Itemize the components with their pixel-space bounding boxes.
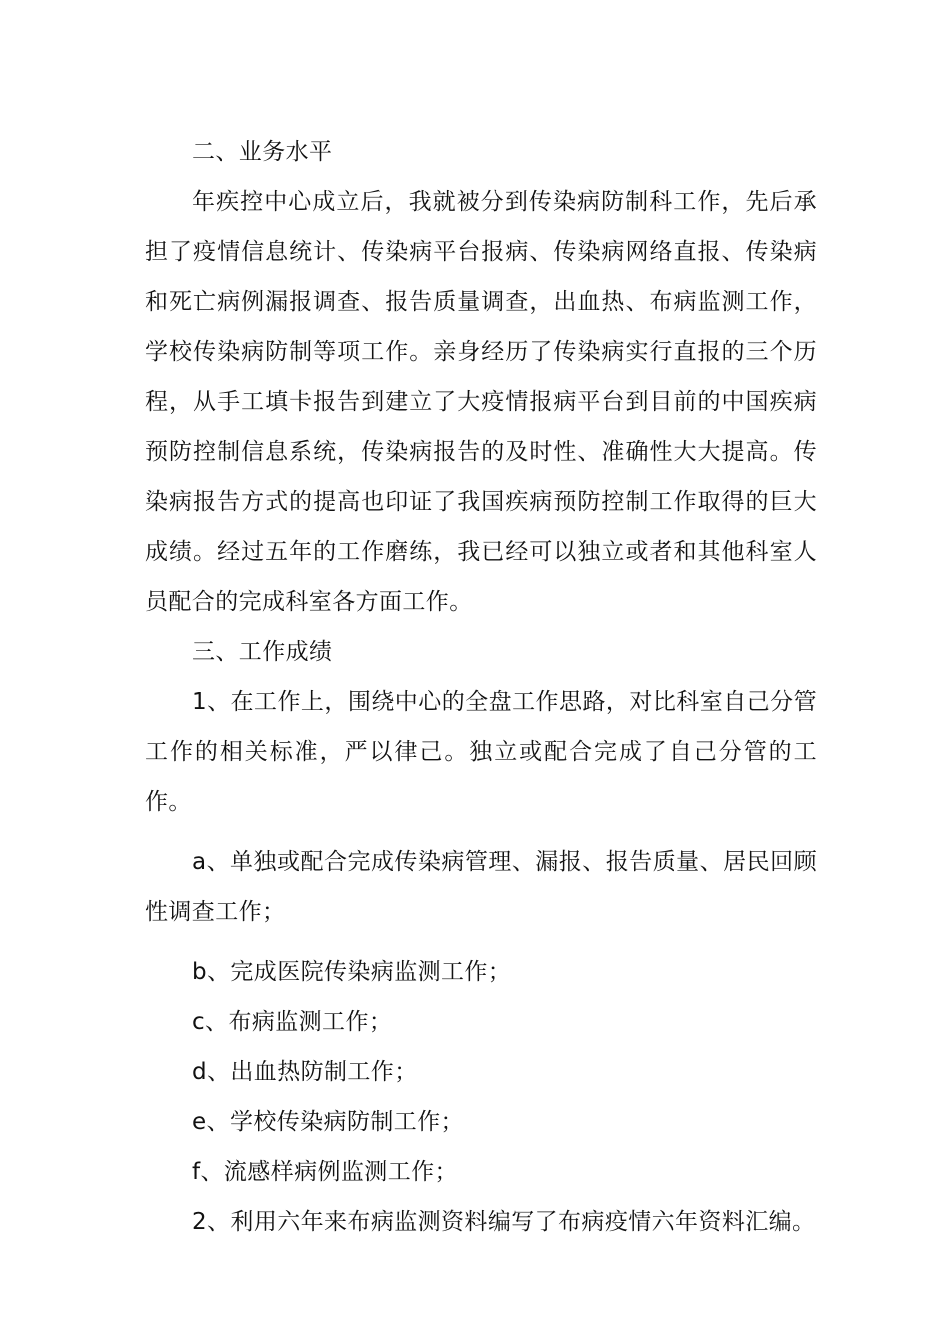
paragraph-business-level: 年疾控中心成立后，我就被分到传染病防制科工作，先后承担了疫情信息统计、传染病平台报病、传染病网络直报、传染病和死亡病例漏报调查、报告质量调查，出血热、布病监测工作，学校传染病防制等项工作。亲身经历了传染病实行直报的三个历程，从手工填卡报告到建立了大疫情报病平台到目前的中国疾病预防控制信息系统，传染病报告的及时性、准确性大大提高。传染病报告方式的提高也印证了我国疾病预防控制工作取得的巨大成绩。经过五年的工作磨练，我已经可以独立或者和其他科室人员配合的完成科室各方面工作。 [145, 189, 817, 615]
section-heading-work-achievements: 三、工作成绩 [192, 639, 333, 665]
section-heading-business-level: 二、业务水平 [192, 139, 333, 165]
list-item-c: c、布病监测工作； [192, 1009, 393, 1035]
document-body [145, 127, 817, 1247]
paragraph-achievement-2: 2、利用六年来布病监测资料编写了布病疫情六年资料汇编。 [192, 1209, 816, 1235]
list-item-e: e、学校传染病防制工作； [192, 1109, 464, 1135]
list-item-a: a、单独或配合完成传染病管理、漏报、报告质量、居民回顾性调查工作； [145, 849, 817, 925]
list-item-f: f、流感样病例监测工作； [192, 1159, 458, 1185]
paragraph-achievement-1: 1、在工作上，围绕中心的全盘工作思路，对比科室自己分管工作的相关标准，严以律己。独立或配合完成了自己分管的工作。 [145, 689, 817, 815]
list-item-d: d、出血热防制工作； [192, 1059, 418, 1085]
list-item-b: b、完成医院传染病监测工作； [192, 959, 512, 985]
